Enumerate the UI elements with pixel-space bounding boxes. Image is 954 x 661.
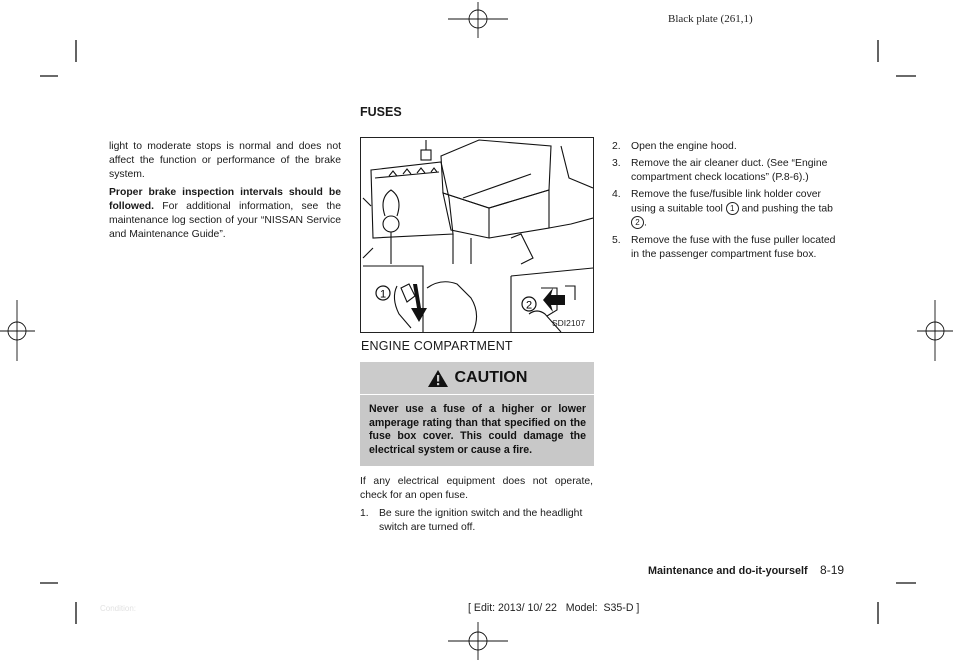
callout-1-ref: 1 [726, 202, 739, 215]
step-number: 4. [612, 189, 621, 200]
step-number: 2. [612, 141, 621, 152]
figure-code: SDI2107 [552, 318, 586, 328]
step-text [631, 188, 845, 231]
footer-section-title: Maintenance and do-it-yourself [648, 565, 808, 577]
step-text-part: and pushing the tab [738, 203, 833, 215]
list-item [360, 507, 593, 535]
left-column [109, 140, 341, 246]
inspection-emphasis: Proper brake inspection intervals should be followed. [109, 187, 341, 212]
caution-text: Never use a fuse of a higher or lower amperage rating than that specified on the fuse box cover. This could damage the electrical system or cause a fire. [369, 403, 586, 456]
step-text: Remove the fuse with the fuse puller located in the passenger compartment fuse box. [631, 234, 836, 260]
right-steps-list [612, 140, 845, 262]
warning-triangle-icon [427, 369, 449, 388]
step-text: Remove the air cleaner duct. (See “Engine compartment check locations” (P.8-6).) [631, 158, 828, 183]
step-number: 3. [612, 158, 621, 169]
callout-1: 1 [379, 288, 387, 301]
engine-compartment-heading: ENGINE COMPARTMENT [361, 339, 513, 353]
middle-steps-list [360, 507, 593, 535]
engine-illustration [361, 138, 594, 333]
step-text-part: Remove the fuse/fusible link holder cover using a suitable tool [631, 189, 822, 215]
engine-compartment-figure [360, 137, 594, 333]
list-item [612, 234, 845, 262]
edit-info: [ Edit: 2013/ 10/ 22 Model: S35-D ] [468, 602, 640, 614]
inspection-paragraph [109, 186, 341, 242]
step-number: 1. [360, 508, 369, 519]
caution-title: CAUTION [454, 369, 528, 386]
step-text-part: . [644, 217, 647, 229]
right-column [612, 140, 845, 265]
page-footer [648, 561, 844, 579]
section-heading: FUSES [360, 105, 402, 119]
step-text: Be sure the ignition switch and the headlight switch are turned off. [379, 508, 583, 533]
callout-2: 2 [525, 299, 533, 312]
caution-header [360, 362, 594, 395]
page-number: 8-19 [820, 563, 845, 577]
list-item [612, 188, 845, 231]
middle-column-text [360, 475, 593, 538]
inspection-text: For additional information, see the maintenance log section of your “NISSAN Service and Maintenance Guide”. [109, 201, 341, 240]
list-item [612, 140, 845, 154]
step-text: Open the engine hood. [631, 141, 737, 152]
condition-label: Condition: [100, 604, 137, 613]
list-item [612, 157, 845, 185]
brake-paragraph: light to moderate stops is normal and does not affect the function or performance of the brake system. [109, 141, 341, 180]
callout-2-ref: 2 [631, 216, 644, 229]
caution-box [360, 362, 594, 466]
step-number: 5. [612, 234, 621, 246]
intro-paragraph: If any electrical equipment does not operate, check for an open fuse. [360, 476, 593, 501]
plate-label: Black plate (261,1) [668, 13, 753, 25]
